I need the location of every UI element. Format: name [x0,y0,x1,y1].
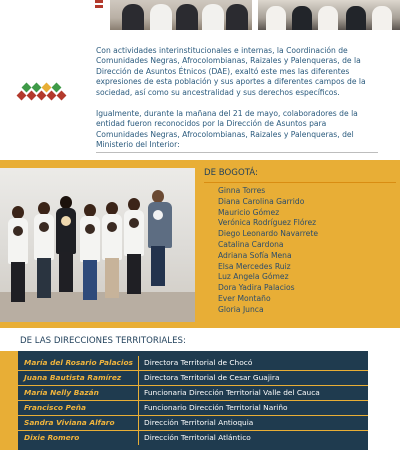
recognition-paragraph: Igualmente, durante la mañana del 21 de mayo, colaboradores de la entidad fueron reconocidos por la Dirección de Asuntos para Comunidades Negras, Afrocolombianas, Raizales y Palenqueras, del Ministerio del Interior: [96,108,358,150]
divider [96,152,378,153]
territorial-heading: DE LAS DIRECCIONES TERRITORIALES: [20,336,186,346]
table-row [18,416,368,431]
row-name: Sandra Viviana Alfaro [24,418,115,427]
row-role: Funcionaria Dirección Territorial Valle del Cauca [144,388,320,397]
list-item: Ginna Torres [218,186,266,195]
bogota-name-list [218,186,318,316]
list-item: Elsa Mercedes Ruiz [218,261,291,271]
event-photo-right [258,0,400,30]
intro-paragraph: Con actividades interinstitucionales e internas, la Coordinación de Comunidades Negras, Afrocolombianas, Raizales y Palenqueras, de la Dirección de Asuntos Étnicos (DAE), exaltó este mes las diferentes expresiones de esta población y sus aportes a diferentes campos de la sociedad, así como su ancestralidad y sus derechos específicos. [96,45,366,97]
table-row [18,401,368,416]
row-name: María Nelly Bazán [24,388,99,397]
page-margin [368,351,400,450]
list-item: Mauricio Gómez [218,207,280,217]
list-item: Diego Leonardo Navarrete [218,229,319,239]
row-role: Dirección Territorial Atlántico [144,433,251,442]
decorative-diamonds-icon [16,82,76,102]
table-row [18,371,368,386]
list-item: Adriana Sofía Mena [218,250,292,260]
bogota-underline [204,182,396,183]
red-accent-icon [95,0,105,10]
list-item: Verónica Rodríguez Flórez [218,218,317,228]
territorial-accent-stripe [0,351,18,450]
row-name: Juana Bautista Ramírez [24,373,122,382]
list-item: Luz Angela Gómez [218,272,289,282]
row-role: Funcionario Dirección Territorial Nariño [144,403,288,412]
list-item: Diana Carolina Garrido [218,196,305,206]
list-item: Dora Yadira Palacios [218,283,295,293]
table-row [18,386,368,401]
list-item: Catalina Cardona [218,239,284,249]
row-role: Directora Territorial de Chocó [144,358,253,367]
group-photo [0,168,195,322]
table-row [18,431,368,445]
top-photo-strip [0,0,400,32]
list-item: Gloria Junca [218,304,264,314]
table-row [18,356,368,371]
event-photo-left [110,0,252,30]
bogota-heading: DE BOGOTÁ: [204,168,258,178]
row-role: Dirección Territorial Antioquia [144,418,254,427]
list-item: Ever Montaño [218,293,271,303]
row-name: María del Rosario Palacios [24,358,133,367]
row-role: Directora Territorial de Cesar Guajira [144,373,280,382]
row-name: Dixie Romero [24,433,80,442]
row-name: Francisco Peña [24,403,86,412]
